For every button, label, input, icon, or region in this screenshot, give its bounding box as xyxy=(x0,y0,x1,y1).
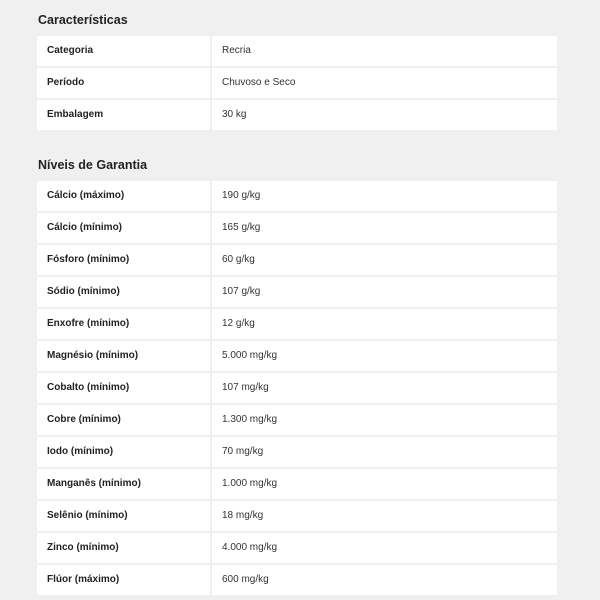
row-label: Sódio (mínimo) xyxy=(37,277,210,307)
table-row xyxy=(37,405,557,435)
row-label: Cálcio (máximo) xyxy=(37,181,210,211)
row-value: 107 g/kg xyxy=(212,277,557,307)
row-label: Embalagem xyxy=(37,100,210,130)
table-row xyxy=(37,341,557,371)
table-row xyxy=(37,565,557,595)
caracteristicas-title: Características xyxy=(38,13,128,27)
table-row xyxy=(37,501,557,531)
row-label: Enxofre (mínimo) xyxy=(37,309,210,339)
row-value: 70 mg/kg xyxy=(212,437,557,467)
table-row xyxy=(37,213,557,243)
row-label: Fósforo (mínimo) xyxy=(37,245,210,275)
row-value: Chuvoso e Seco xyxy=(212,68,557,98)
row-value: 5.000 mg/kg xyxy=(212,341,557,371)
row-label: Período xyxy=(37,68,210,98)
row-value: 165 g/kg xyxy=(212,213,557,243)
table-row xyxy=(37,373,557,403)
table-row xyxy=(37,277,557,307)
row-value: 12 g/kg xyxy=(212,309,557,339)
row-value: 107 mg/kg xyxy=(212,373,557,403)
row-label: Selênio (mínimo) xyxy=(37,501,210,531)
table-row xyxy=(37,100,557,130)
table-row xyxy=(37,437,557,467)
row-value: 600 mg/kg xyxy=(212,565,557,595)
row-value: 190 g/kg xyxy=(212,181,557,211)
row-label: Iodo (mínimo) xyxy=(37,437,210,467)
niveis-garantia-table xyxy=(37,181,557,597)
table-row xyxy=(37,36,557,66)
table-row xyxy=(37,469,557,499)
row-value: 4.000 mg/kg xyxy=(212,533,557,563)
row-value: 18 mg/kg xyxy=(212,501,557,531)
row-label: Zinco (mínimo) xyxy=(37,533,210,563)
niveis-garantia-title: Níveis de Garantia xyxy=(38,158,148,172)
row-value: Recria xyxy=(212,36,557,66)
row-label: Cobalto (mínimo) xyxy=(37,373,210,403)
caracteristicas-table xyxy=(37,36,557,132)
row-value: 60 g/kg xyxy=(212,245,557,275)
row-label: Manganês (mínimo) xyxy=(37,469,210,499)
table-row xyxy=(37,68,557,98)
table-row xyxy=(37,309,557,339)
row-label: Cálcio (mínimo) xyxy=(37,213,210,243)
table-row xyxy=(37,533,557,563)
row-label: Magnésio (mínimo) xyxy=(37,341,210,371)
table-row xyxy=(37,245,557,275)
row-value: 1.300 mg/kg xyxy=(212,405,557,435)
row-label: Cobre (mínimo) xyxy=(37,405,210,435)
row-value: 1.000 mg/kg xyxy=(212,469,557,499)
row-label: Flúor (máximo) xyxy=(37,565,210,595)
row-value: 30 kg xyxy=(212,100,557,130)
row-label: Categoria xyxy=(37,36,210,66)
table-row xyxy=(37,181,557,211)
